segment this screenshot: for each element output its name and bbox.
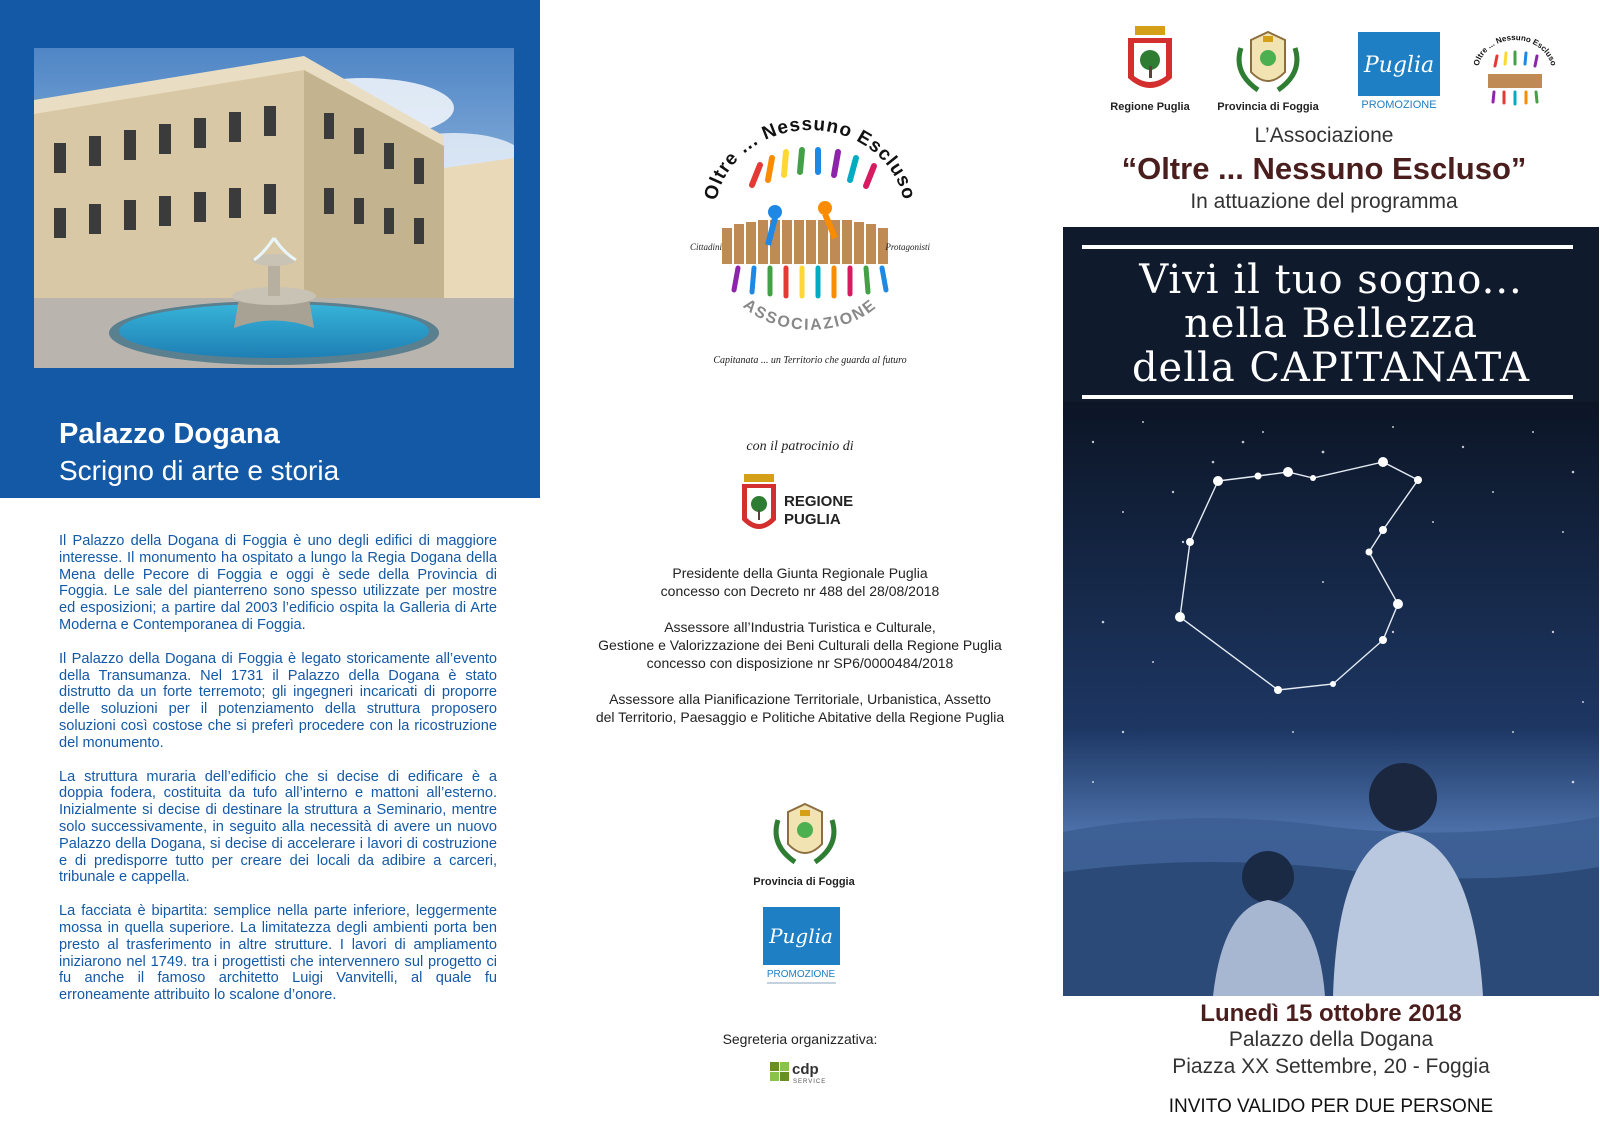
event-address: Piazza XX Settembre, 20 - Foggia	[1172, 1055, 1490, 1078]
logo-script-text: Puglia	[769, 924, 833, 948]
divider	[1082, 395, 1573, 399]
headline-line: della CAPITANATA	[1131, 345, 1531, 391]
svg-text:Oltre ... Nessuno Escluso	[701, 120, 920, 202]
regione-puglia-logo-top	[1100, 26, 1200, 121]
organizer-label: Segreteria organizzativa:	[722, 1031, 878, 1047]
association-logo-small	[1470, 34, 1560, 119]
logo-label: Provincia di Foggia	[1217, 101, 1319, 113]
logo-bottom-text: ASSOCIAZIONE	[739, 296, 881, 334]
credit-block	[580, 690, 1020, 726]
provincia-label: Provincia di Foggia	[753, 876, 855, 888]
cdp-text: cdp	[792, 1061, 819, 1078]
logo-text-line2: PUGLIA	[784, 511, 841, 528]
paragraph: La facciata è bipartita: semplice nella parte inferiore, leggermente mossa in quella superiore. La limitatezza degli ambienti porta ben presto al trasferimento in altre strutture. I lavori di ampliamento iniziarono nel 1749. tra i progettisti che intervennero sul progetto ci fu anche il famoso architetto Luigi Vanvitelli, al quale fu erroneamente attribuito lo scalone d’onore.	[59, 903, 497, 1004]
divider	[1082, 245, 1573, 249]
svg-text:ASSOCIAZIONE	[740, 296, 880, 334]
patronage-label: con il patrocinio di	[746, 439, 854, 454]
association-name: “Oltre ... Nessuno Escluso”	[1121, 151, 1527, 186]
panel-subtitle: Scrigno di arte e storia	[59, 455, 340, 486]
credit-line: concesso con disposizione nr SP6/0000484/2018	[646, 655, 954, 671]
logo-arc-text: Oltre ... Nessuno Escluso	[1471, 34, 1559, 67]
logo-tagline: Capitanata ... un Territorio che guarda al futuro	[713, 355, 907, 366]
credit-line: Assessore alla Pianificazione Territoriale, Urbanistica, Assetto	[609, 691, 991, 707]
headline-line: nella Bellezza	[1184, 301, 1478, 347]
paragraph: La struttura muraria dell’edificio che si decise di edificare è a doppia fodera, costituita da tufo all’interno e mattoni all’esterno. Inizialmente si decise di destinare la struttura a Seminario, mentre solo successivamente, in seguito alla necessità di avere un nuovo Palazzo della Dogana, si decise di accelerare i lavori di costruzione e di predisporre tutto per creare dei locali da adibire a carceri, tribunale e cappella.	[59, 768, 497, 886]
event-date: Lunedì 15 ottobre 2018	[1200, 1000, 1462, 1027]
association-intro: L’Associazione	[1254, 124, 1394, 147]
credit-block	[580, 618, 1020, 672]
credit-line: concesso con Decreto nr 488 del 28/08/2018	[660, 583, 940, 599]
regione-puglia-logo	[740, 472, 880, 544]
credit-line: Presidente della Giunta Regionale Puglia	[672, 565, 928, 581]
logo-script-text: Puglia	[1363, 53, 1435, 78]
puglia-promozione-logo	[763, 907, 840, 987]
logo-label-text: PROMOZIONE	[766, 969, 836, 980]
palazzo-dogana-photo	[34, 48, 514, 368]
starry-sky-image	[1063, 402, 1599, 996]
event-venue: Palazzo della Dogana	[1228, 1028, 1434, 1051]
logo-right-label: Protagonisti	[885, 242, 930, 252]
paragraph: Il Palazzo della Dogana di Foggia è uno degli edifici di maggiore interesse. Il monumento ha ospitato a lungo la Regia Dogana della Mena delle Pecore di Foggia e oggi è sede della Provincia di Foggia. Le sale del pianterreno sono spesso utilizzate per mostre ed esposizioni; a partire dal 2003 l’edificio ospita la Galleria di Arte Moderna e Contemporanea di Foggia.	[59, 533, 497, 633]
event-headline	[1063, 258, 1599, 390]
credit-block	[580, 564, 1020, 600]
puglia-promozione-logo-top	[1358, 32, 1440, 112]
provincia-foggia-logo-top	[1213, 26, 1323, 121]
patronage-credits	[580, 564, 1020, 744]
history-text	[59, 533, 497, 1021]
cdp-subtext: SERVICE	[793, 1079, 827, 1085]
invite-note: INVITO VALIDO PER DUE PERSONE	[1168, 1096, 1494, 1117]
credit-line: Assessore all’Industria Turistica e Culturale,	[664, 619, 936, 635]
logo-label: Regione Puglia	[1110, 101, 1190, 113]
association-logo	[690, 120, 930, 380]
headline-line: Vivi il tuo sogno...	[1139, 257, 1523, 303]
cdp-service-logo	[768, 1056, 832, 1086]
credit-line: del Territorio, Paesaggio e Politiche Abitative della Regione Puglia	[595, 709, 1005, 725]
logo-left-label: Cittadini	[690, 242, 723, 252]
paragraph: Il Palazzo della Dogana di Foggia è legato storicamente all’evento della Transumanza. Nel 1731 il Palazzo della Dogana è stato distrutto da un forte terremoto; gli ingegneri incaricati di proporre delle soluzioni per il potenziamento della struttura proposero soluzioni così costose che si preferì procedere con la ricostruzione del monumento.	[59, 650, 497, 751]
logo-arc-text: Oltre ... Nessuno Escluso	[700, 120, 920, 203]
panel-title: Palazzo Dogana	[59, 418, 280, 450]
logo-text-line1: REGIONE	[784, 493, 854, 510]
credit-line: Gestione e Valorizzazione dei Beni Culturali della Regione Puglia	[598, 637, 1002, 653]
logo-label-text: PROMOZIONE	[1361, 99, 1437, 111]
program-line: In attuazione del programma	[1190, 190, 1458, 213]
